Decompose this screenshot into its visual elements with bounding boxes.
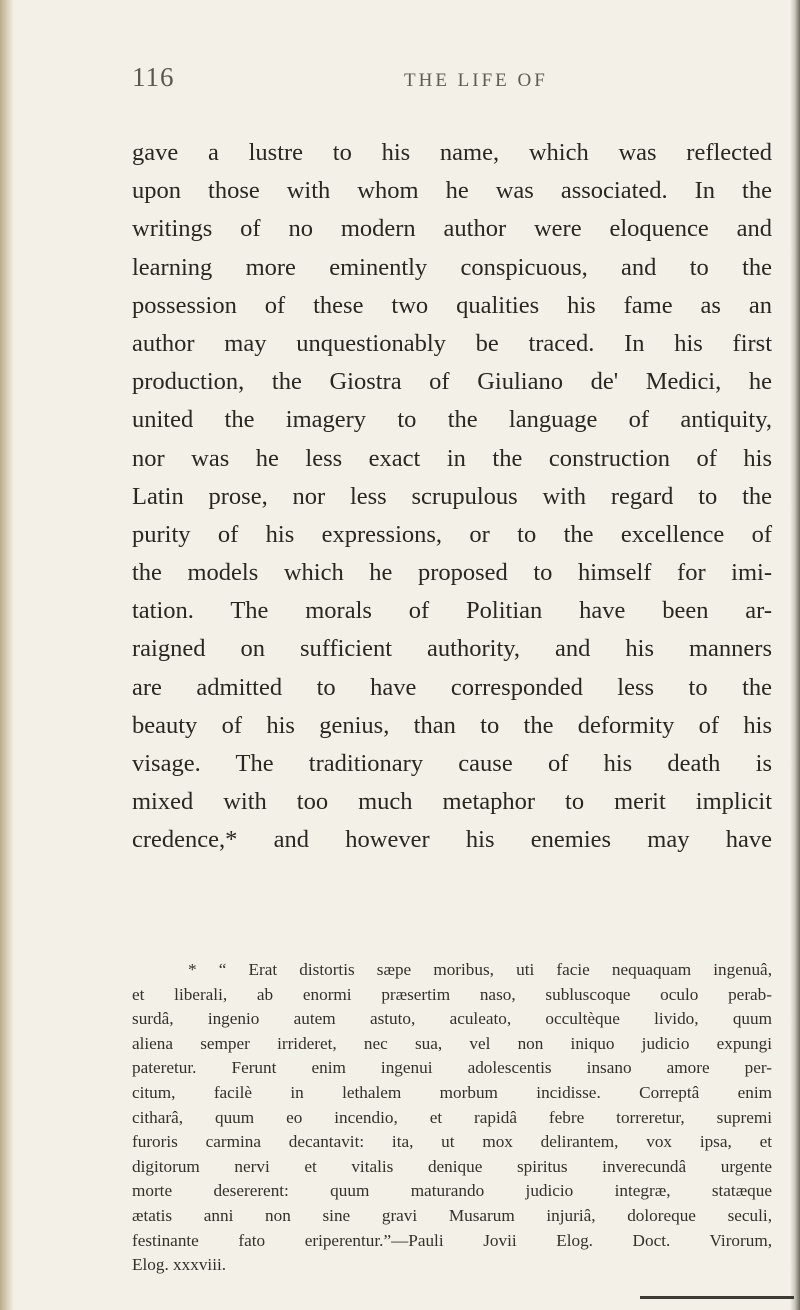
page-spine-shadow [0, 0, 14, 1310]
body-line: beauty of his genius, than to the deformity of his [132, 711, 772, 739]
footnote-line: surdâ, ingenio autem astuto, aculeato, occultèque livido, quum [132, 1009, 772, 1029]
body-text [132, 134, 772, 860]
footnote [132, 958, 772, 1278]
body-line: visage. The traditionary cause of his death is [132, 750, 772, 777]
footnote-line: morte desererent: quum maturando judicio integræ, statæque [132, 1181, 772, 1201]
footnote-line: citum, facilè in lethalem morbum incidisse. Correptâ enim [132, 1082, 772, 1102]
footnote-line: Elog. xxxviii. [132, 1255, 227, 1275]
body-line: raigned on sufficient authority, and his manners [132, 635, 772, 663]
body-line: credence,* and however his enemies may have [132, 826, 772, 854]
body-line: mixed with too much metaphor to merit implicit [132, 788, 772, 816]
body-line: tation. The morals of Politian have been ar- [132, 597, 772, 625]
body-line: are admitted to have corresponded less to the [132, 673, 772, 701]
body-line: writings of no modern author were eloquence and [132, 215, 772, 243]
footnote-line: aliena semper irrideret, nec sua, vel non iniquo judicio expungi [132, 1033, 772, 1053]
footnote-line: et liberali, ab enormi præsertim naso, subluscoque oculo perab- [132, 984, 772, 1004]
body-line: nor was he less exact in the construction of his [132, 444, 772, 472]
body-line: united the imagery to the language of antiquity, [132, 406, 772, 434]
page-number: 116 [132, 62, 175, 92]
footnote-line: * “ Erat distortis sæpe moribus, uti facie nequaquam ingenuâ, [188, 960, 772, 979]
footnote-line: citharâ, quum eo incendio, et rapidâ febre torreretur, supremi [132, 1107, 772, 1127]
footnote-line: furoris carmina decantavit: ita, ut mox delirantem, vox ipsa, et [132, 1132, 772, 1152]
running-head: THE LIFE OF [404, 70, 548, 91]
body-line: purity of his expressions, or to the excellence of [132, 520, 772, 548]
footnote-line: festinante fato eriperentur.”—Pauli Jovii Elog. Doct. Virorum, [132, 1230, 772, 1250]
footnote-line: pateretur. Ferunt enim ingenui adolescentis insano amore per- [132, 1058, 772, 1078]
footnote-line: digitorum nervi et vitalis denique spiritus inverecundâ urgente [132, 1156, 772, 1176]
body-line: upon those with whom he was associated. In the [132, 177, 772, 205]
body-line: Latin prose, nor less scrupulous with regard to the [132, 482, 772, 510]
page-header [132, 62, 772, 102]
body-line: author may unquestionably be traced. In his first [132, 329, 772, 357]
page-edge-shadow [790, 0, 800, 1310]
body-line: the models which he proposed to himself for imi- [132, 559, 772, 587]
body-line: possession of these two qualities his fame as an [132, 291, 772, 319]
body-line: gave a lustre to his name, which was reflected [132, 139, 772, 166]
footnote-line: ætatis anni non sine gravi Musarum injuriâ, doloreque seculi, [132, 1205, 772, 1225]
body-line: learning more eminently conspicuous, and to the [132, 253, 772, 281]
page-bottom-edge [640, 1296, 794, 1299]
body-line: production, the Giostra of Giuliano de' Medici, he [132, 368, 772, 396]
